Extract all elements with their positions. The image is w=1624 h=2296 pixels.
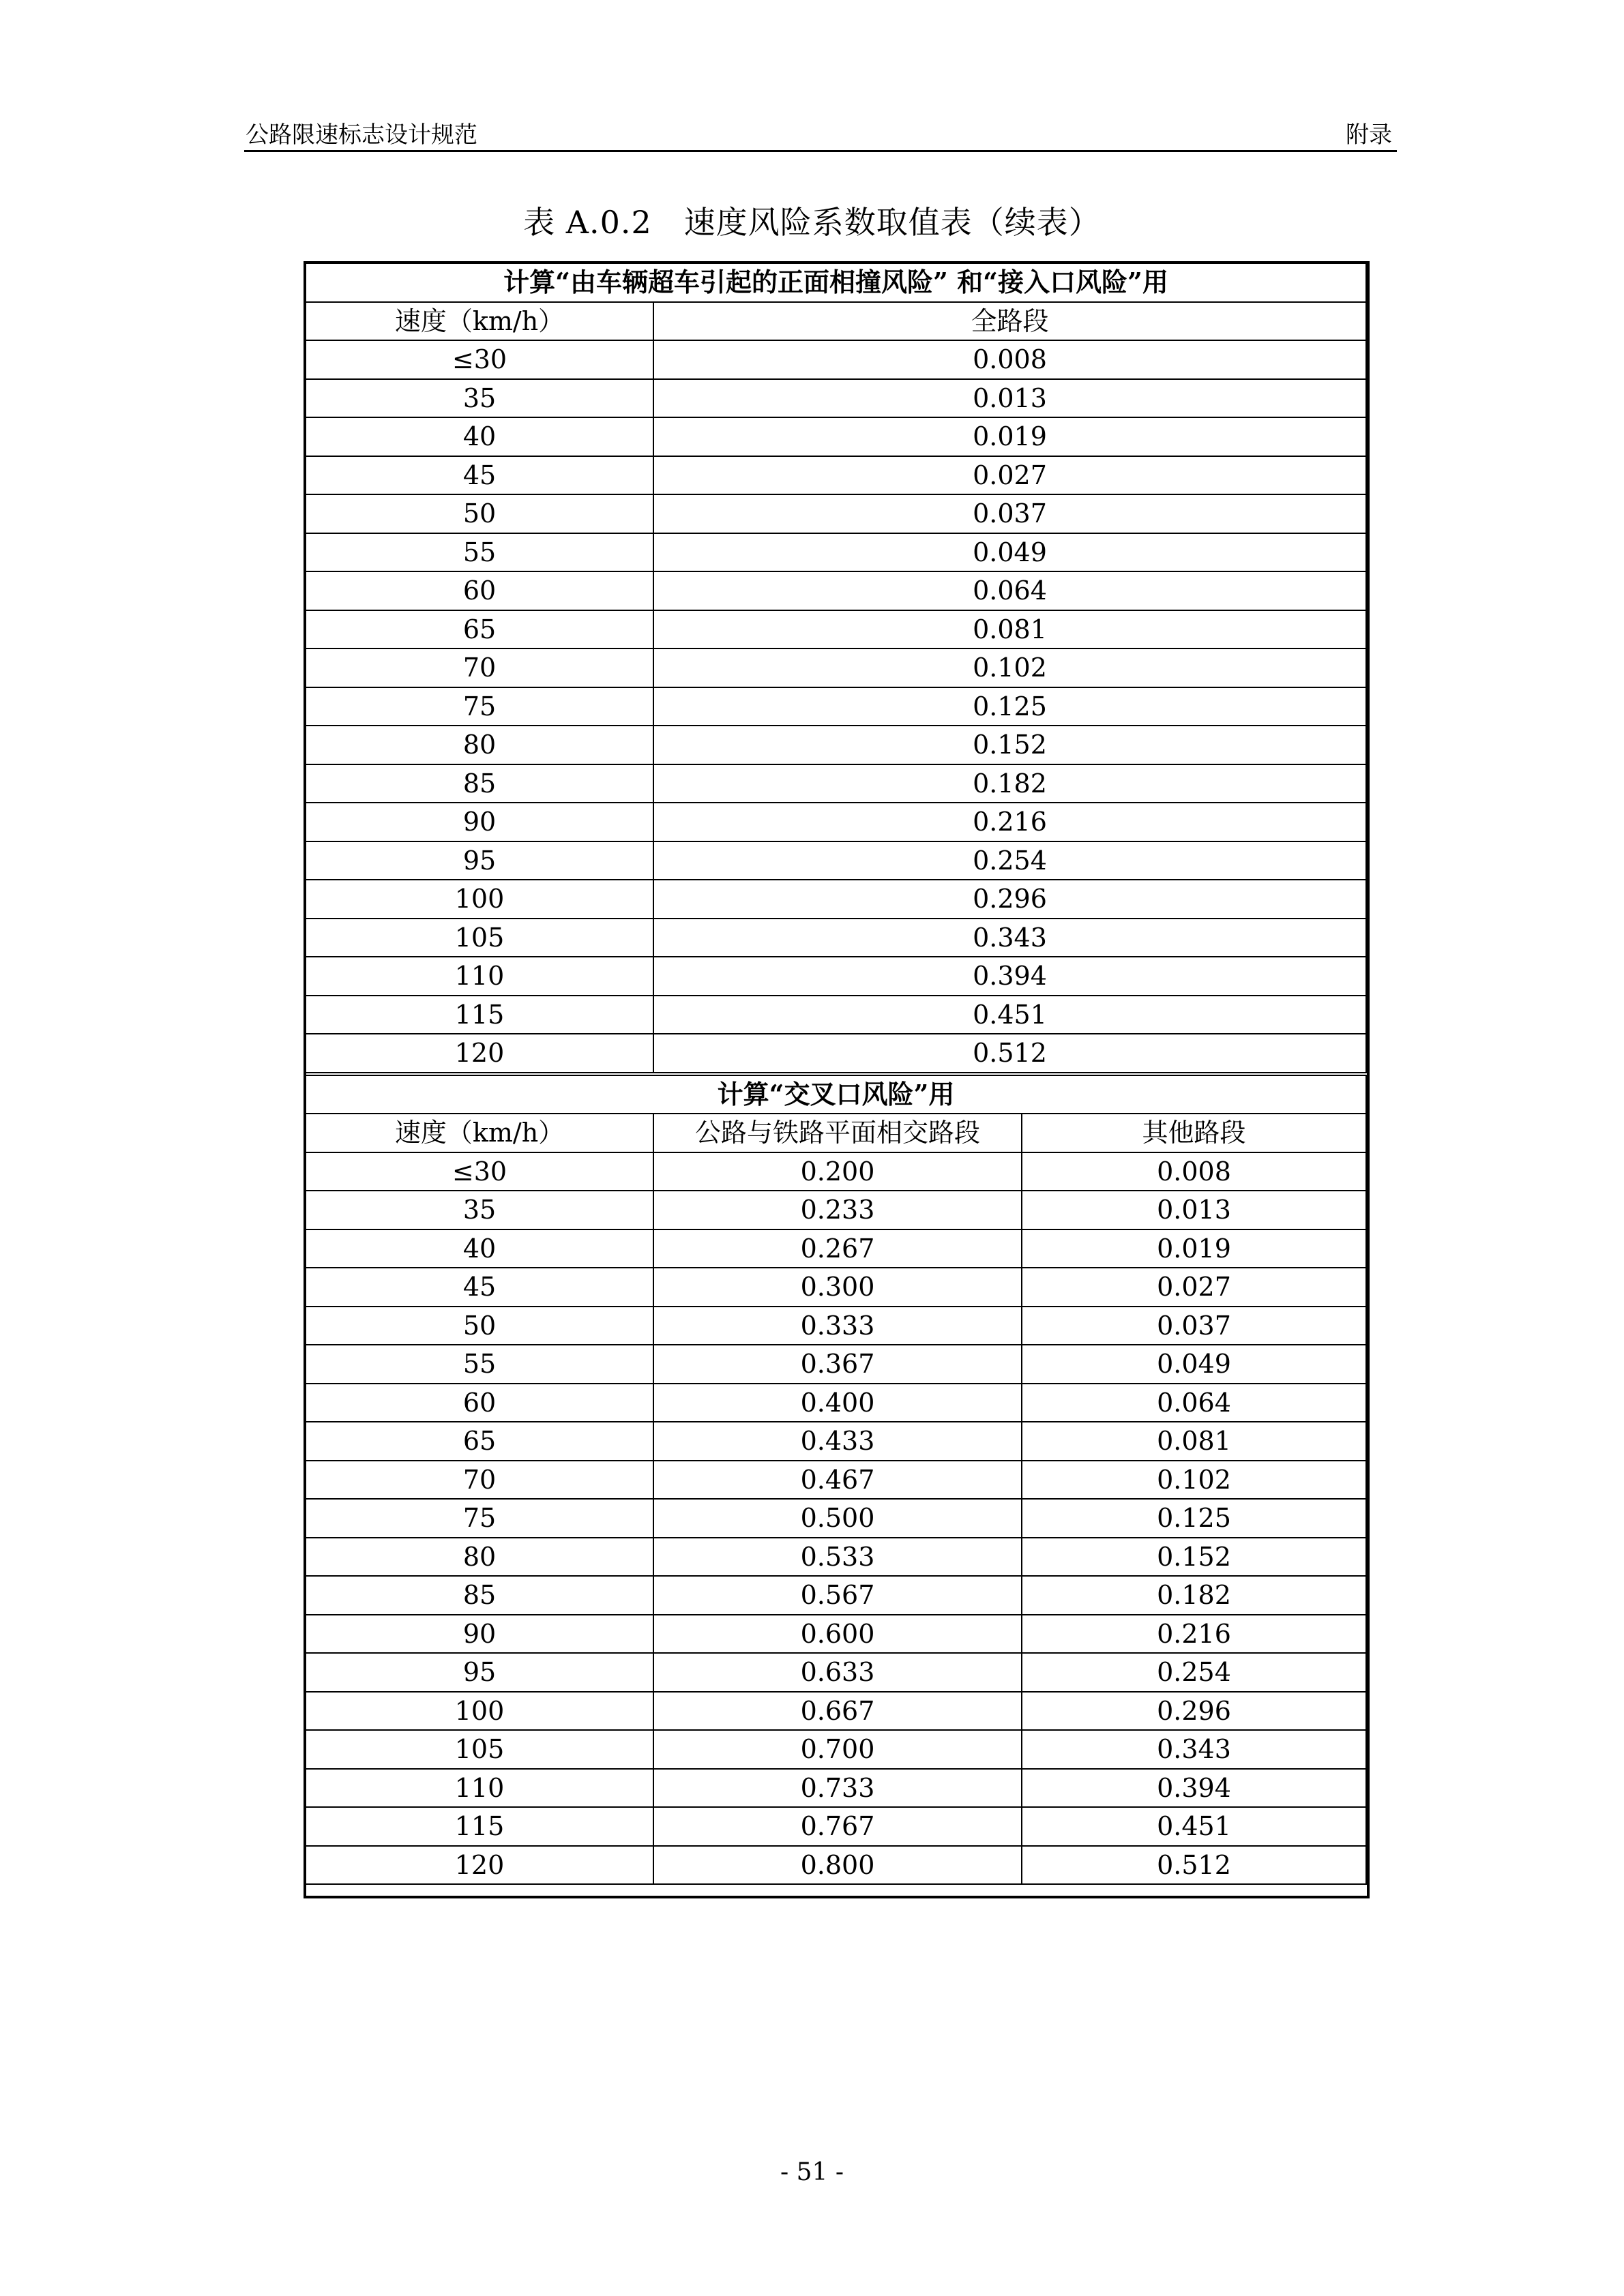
table-row [306, 919, 1366, 957]
rail-crossing-cell: 0.400 [653, 1384, 1022, 1422]
speed-cell: 100 [306, 880, 653, 919]
table-row [306, 1229, 1366, 1268]
table-row [306, 1807, 1366, 1846]
table-row [306, 1730, 1366, 1769]
all-section-cell: 0.343 [653, 919, 1366, 957]
section2-col-other: 其他路段 [1022, 1114, 1366, 1152]
speed-cell: 105 [306, 919, 653, 957]
other-section-cell: 0.296 [1022, 1692, 1366, 1731]
all-section-cell: 0.081 [653, 610, 1366, 649]
rail-crossing-cell: 0.767 [653, 1807, 1022, 1846]
section1-header-row [306, 302, 1366, 341]
other-section-cell: 0.216 [1022, 1615, 1366, 1654]
all-section-cell: 0.451 [653, 996, 1366, 1034]
other-section-cell: 0.254 [1022, 1653, 1366, 1692]
other-section-cell: 0.064 [1022, 1384, 1366, 1422]
speed-cell: 120 [306, 1034, 653, 1074]
speed-cell: 115 [306, 1807, 653, 1846]
table-row [306, 1268, 1366, 1307]
table-row [306, 1345, 1366, 1384]
table-row [306, 1422, 1366, 1461]
table-row [306, 1576, 1366, 1615]
table-row [306, 880, 1366, 919]
speed-cell: 115 [306, 996, 653, 1034]
table-row [306, 610, 1366, 649]
rail-crossing-cell: 0.367 [653, 1345, 1022, 1384]
table-row [306, 571, 1366, 610]
speed-cell: 80 [306, 1538, 653, 1577]
all-section-cell: 0.037 [653, 494, 1366, 533]
section2-title-row [306, 1074, 1366, 1114]
speed-cell: 90 [306, 803, 653, 841]
rail-crossing-cell: 0.567 [653, 1576, 1022, 1615]
rail-crossing-cell: 0.467 [653, 1461, 1022, 1500]
speed-cell: 50 [306, 494, 653, 533]
speed-cell: 75 [306, 1499, 653, 1538]
other-section-cell: 0.037 [1022, 1307, 1366, 1345]
all-section-cell: 0.254 [653, 841, 1366, 880]
rail-crossing-cell: 0.633 [653, 1653, 1022, 1692]
speed-cell: ≤30 [306, 1152, 653, 1191]
section1-title-row [306, 263, 1366, 302]
speed-cell: 40 [306, 1229, 653, 1268]
other-section-cell: 0.512 [1022, 1846, 1366, 1885]
table-row [306, 996, 1366, 1034]
table-row [306, 1615, 1366, 1654]
speed-cell: 70 [306, 1461, 653, 1500]
speed-cell: 95 [306, 1653, 653, 1692]
speed-cell: 90 [306, 1615, 653, 1654]
all-section-cell: 0.049 [653, 533, 1366, 572]
all-section-cell: 0.182 [653, 764, 1366, 803]
other-section-cell: 0.013 [1022, 1191, 1366, 1229]
rail-crossing-cell: 0.600 [653, 1615, 1022, 1654]
table-row [306, 1384, 1366, 1422]
all-section-cell: 0.013 [653, 379, 1366, 418]
speed-cell: 120 [306, 1846, 653, 1885]
speed-cell: 65 [306, 1422, 653, 1461]
all-section-cell: 0.216 [653, 803, 1366, 841]
other-section-cell: 0.081 [1022, 1422, 1366, 1461]
speed-cell: 40 [306, 417, 653, 456]
other-section-cell: 0.008 [1022, 1152, 1366, 1191]
rail-crossing-cell: 0.733 [653, 1769, 1022, 1808]
speed-cell: 35 [306, 379, 653, 418]
table-caption: 表 A.0.2 速度风险系数取值表（续表） [523, 204, 1101, 241]
table-row [306, 1538, 1366, 1577]
table-row [306, 1499, 1366, 1538]
rail-crossing-cell: 0.500 [653, 1499, 1022, 1538]
table-row [306, 726, 1366, 764]
other-section-cell: 0.049 [1022, 1345, 1366, 1384]
rail-crossing-cell: 0.233 [653, 1191, 1022, 1229]
section1-col-speed: 速度（km/h） [306, 302, 653, 341]
table-row [306, 1769, 1366, 1808]
all-section-cell: 0.027 [653, 456, 1366, 495]
other-section-cell: 0.102 [1022, 1461, 1366, 1500]
speed-cell: 60 [306, 571, 653, 610]
other-section-cell: 0.019 [1022, 1229, 1366, 1268]
table-row [306, 1152, 1366, 1191]
all-section-cell: 0.064 [653, 571, 1366, 610]
speed-cell: 70 [306, 648, 653, 687]
section2-col-rail: 公路与铁路平面相交路段 [653, 1114, 1022, 1152]
speed-cell: 60 [306, 1384, 653, 1422]
all-section-cell: 0.512 [653, 1034, 1366, 1074]
other-section-cell: 0.343 [1022, 1730, 1366, 1769]
table-row [306, 379, 1366, 418]
speed-cell: 100 [306, 1692, 653, 1731]
section1-col-all: 全路段 [653, 302, 1366, 341]
all-section-cell: 0.125 [653, 687, 1366, 726]
table-row [306, 803, 1366, 841]
speed-cell: ≤30 [306, 340, 653, 379]
speed-cell: 110 [306, 1769, 653, 1808]
rail-crossing-cell: 0.300 [653, 1268, 1022, 1307]
other-section-cell: 0.451 [1022, 1807, 1366, 1846]
all-section-cell: 0.019 [653, 417, 1366, 456]
speed-cell: 95 [306, 841, 653, 880]
all-section-cell: 0.394 [653, 957, 1366, 996]
table-row [306, 417, 1366, 456]
rail-crossing-cell: 0.700 [653, 1730, 1022, 1769]
speed-cell: 110 [306, 957, 653, 996]
speed-cell: 55 [306, 533, 653, 572]
section2-col-speed: 速度（km/h） [306, 1114, 653, 1152]
table-row [306, 533, 1366, 572]
header-rule [244, 150, 1397, 152]
rail-crossing-cell: 0.667 [653, 1692, 1022, 1731]
speed-cell: 85 [306, 764, 653, 803]
section1-title: 计算“由车辆超车引起的正面相撞风险” 和“接入口风险”用 [306, 263, 1366, 302]
speed-cell: 45 [306, 456, 653, 495]
section2-header-row [306, 1114, 1366, 1152]
all-section-cell: 0.296 [653, 880, 1366, 919]
rail-crossing-cell: 0.200 [653, 1152, 1022, 1191]
table-row [306, 764, 1366, 803]
rail-crossing-cell: 0.267 [653, 1229, 1022, 1268]
all-section-cell: 0.102 [653, 648, 1366, 687]
other-section-cell: 0.152 [1022, 1538, 1366, 1577]
other-section-cell: 0.182 [1022, 1576, 1366, 1615]
rail-crossing-cell: 0.333 [653, 1307, 1022, 1345]
speed-cell: 80 [306, 726, 653, 764]
other-section-cell: 0.027 [1022, 1268, 1366, 1307]
speed-risk-table [305, 263, 1367, 1885]
table-row [306, 957, 1366, 996]
speed-cell: 75 [306, 687, 653, 726]
table-row [306, 648, 1366, 687]
rail-crossing-cell: 0.533 [653, 1538, 1022, 1577]
speed-cell: 65 [306, 610, 653, 649]
other-section-cell: 0.125 [1022, 1499, 1366, 1538]
table-row [306, 687, 1366, 726]
table-row [306, 1191, 1366, 1229]
rail-crossing-cell: 0.433 [653, 1422, 1022, 1461]
speed-cell: 50 [306, 1307, 653, 1345]
all-section-cell: 0.152 [653, 726, 1366, 764]
table-row [306, 1307, 1366, 1345]
speed-cell: 45 [306, 1268, 653, 1307]
table-row [306, 1461, 1366, 1500]
section2-title: 计算“交叉口风险”用 [306, 1074, 1366, 1114]
running-header-section: 附录 [1346, 121, 1392, 149]
table-row [306, 456, 1366, 495]
running-header-title: 公路限速标志设计规范 [246, 121, 477, 149]
table-row [306, 841, 1366, 880]
speed-cell: 105 [306, 1730, 653, 1769]
all-section-cell: 0.008 [653, 340, 1366, 379]
page-number: - 51 - [780, 2158, 844, 2186]
table-row [306, 1692, 1366, 1731]
table-row [306, 1653, 1366, 1692]
speed-cell: 85 [306, 1576, 653, 1615]
rail-crossing-cell: 0.800 [653, 1846, 1022, 1885]
table-row [306, 340, 1366, 379]
speed-cell: 35 [306, 1191, 653, 1229]
speed-cell: 55 [306, 1345, 653, 1384]
table-row [306, 494, 1366, 533]
table-row [306, 1846, 1366, 1885]
other-section-cell: 0.394 [1022, 1769, 1366, 1808]
table-row [306, 1034, 1366, 1074]
